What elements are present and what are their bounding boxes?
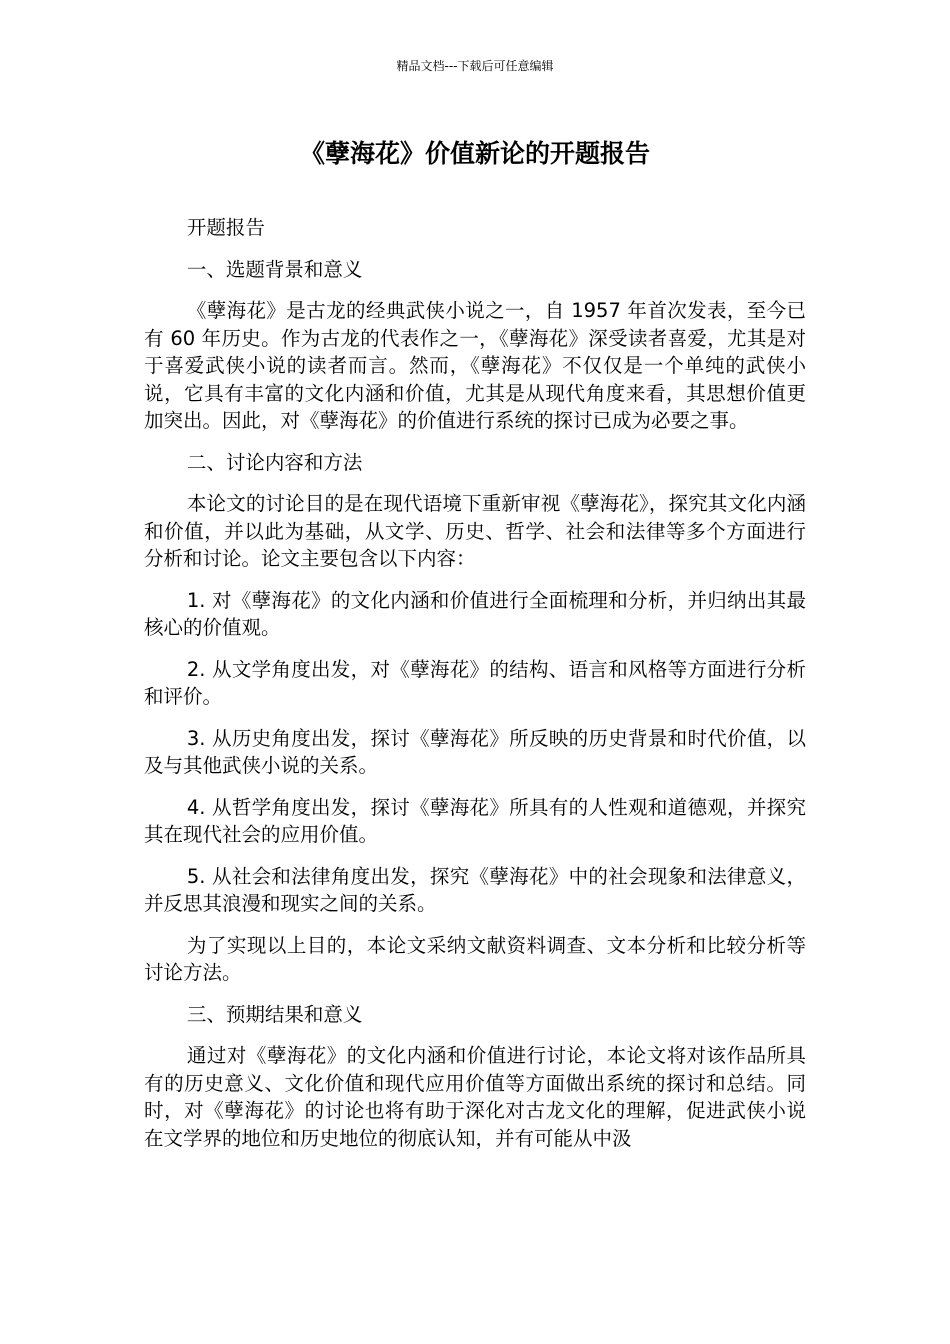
list-item-4: 4. 从哲学角度出发，探讨《孽海花》所具有的人性观和道德观，并探究其在现代社会的应用价值。 <box>144 795 806 846</box>
list-item-2: 2. 从文学角度出发，对《孽海花》的结构、语言和风格等方面进行分析和评价。 <box>144 657 806 708</box>
section-heading-background: 一、选题背景和意义 <box>186 257 363 281</box>
document-title: 《孽海花》价值新论的开题报告 <box>299 139 650 168</box>
section-heading-expected-results: 三、预期结果和意义 <box>186 1002 363 1026</box>
section-heading-content-methods: 二、讨论内容和方法 <box>186 450 363 474</box>
page-header-note: 精品文档---下载后可任意编辑 <box>396 59 554 73</box>
list-item-3: 3. 从历史角度出发，探讨《孽海花》所反映的历史背景和时代价值，以及与其他武侠小说的关系。 <box>144 726 806 777</box>
paragraph-expected-results: 通过对《孽海花》的文化内涵和价值进行讨论，本论文将对该作品所具有的历史意义、文化价值和现代应用价值等方面做出系统的探讨和总结。同时，对《孽海花》的讨论也将有助于深化对古龙文化的理解，促进武侠小说在文学界的地位和历史地位的彻底认知，并有可能从中汲 <box>144 1044 806 1150</box>
paragraph-report-label: 开题报告 <box>186 216 265 239</box>
paragraph-methods: 为了实现以上目的，本论文采纳文献资料调查、文本分析和比较分析等讨论方法。 <box>144 933 806 984</box>
paragraph-research-purpose: 本论文的讨论目的是在现代语境下重新审视《孽海花》，探究其文化内涵和价值，并以此为基础，从文学、历史、哲学、社会和法律等多个方面进行分析和讨论。论文主要包含以下内容： <box>144 492 806 570</box>
list-item-1: 1. 对《孽海花》的文化内涵和价值进行全面梳理和分析，并归纳出其最核心的价值观。 <box>144 588 806 639</box>
document-body <box>144 214 806 1166</box>
paragraph-background: 《孽海花》是古龙的经典武侠小说之一，自 1957 年首次发表，至今已有 60 年历史。作为古龙的代表作之一，《孽海花》深受读者喜爱，尤其是对于喜爱武侠小说的读者而言。然而，《孽海花》不仅仅是一个单纯的武侠小说，它具有丰富的文化内涵和价值，尤其是从现代角度来看，其思想价值更加突出。因此，对《孽海花》的价值进行系统的探讨已成为必要之事。 <box>144 299 806 432</box>
list-item-5: 5. 从社会和法律角度出发，探究《孽海花》中的社会现象和法律意义，并反思其浪漫和现实之间的关系。 <box>144 864 806 915</box>
